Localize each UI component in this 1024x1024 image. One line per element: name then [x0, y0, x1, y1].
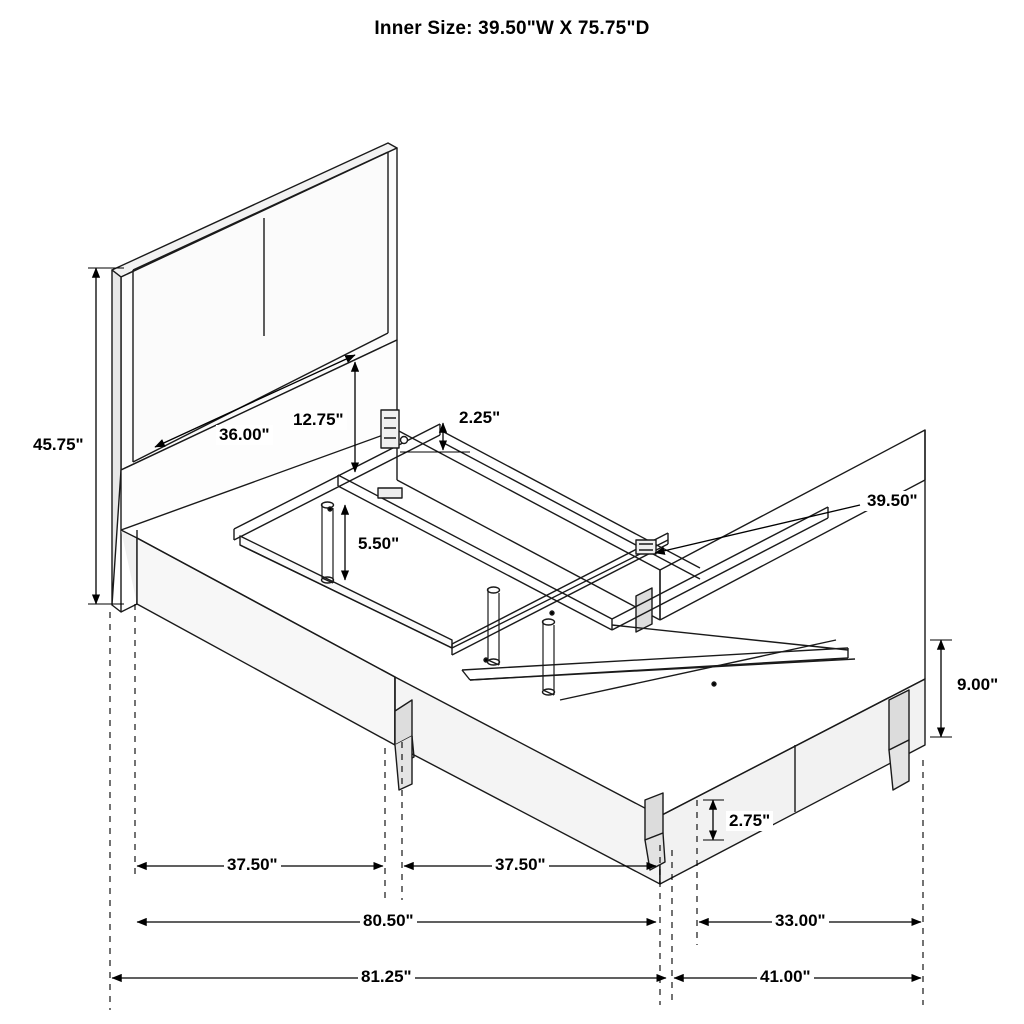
dimension-label-span-right: 37.50" — [492, 855, 549, 875]
bed-geometry — [112, 143, 925, 884]
dimension-label-inner-length: 80.50" — [360, 911, 417, 931]
dimension-label-slat-clearance: 5.50" — [355, 534, 402, 554]
dimension-label-headboard-width: 36.00" — [216, 425, 273, 445]
dimension-label-inner-width: 39.50" — [864, 491, 921, 511]
dimension-label-deck-height: 9.00" — [954, 675, 1001, 695]
dimension-label-rail-offset: 2.25" — [456, 408, 503, 428]
dimension-label-overall-height: 45.75" — [30, 435, 87, 455]
dimension-label-depth-33: 33.00" — [772, 911, 829, 931]
dimension-label-leg-height: 2.75" — [726, 811, 773, 831]
dimension-label-overall-length: 81.25" — [358, 967, 415, 987]
dimension-label-headboard-to-rail: 12.75" — [290, 410, 347, 430]
dimension-label-span-left: 37.50" — [224, 855, 281, 875]
page-title: Inner Size: 39.50"W X 75.75"D — [374, 18, 650, 39]
dimension-label-overall-depth: 41.00" — [757, 967, 814, 987]
